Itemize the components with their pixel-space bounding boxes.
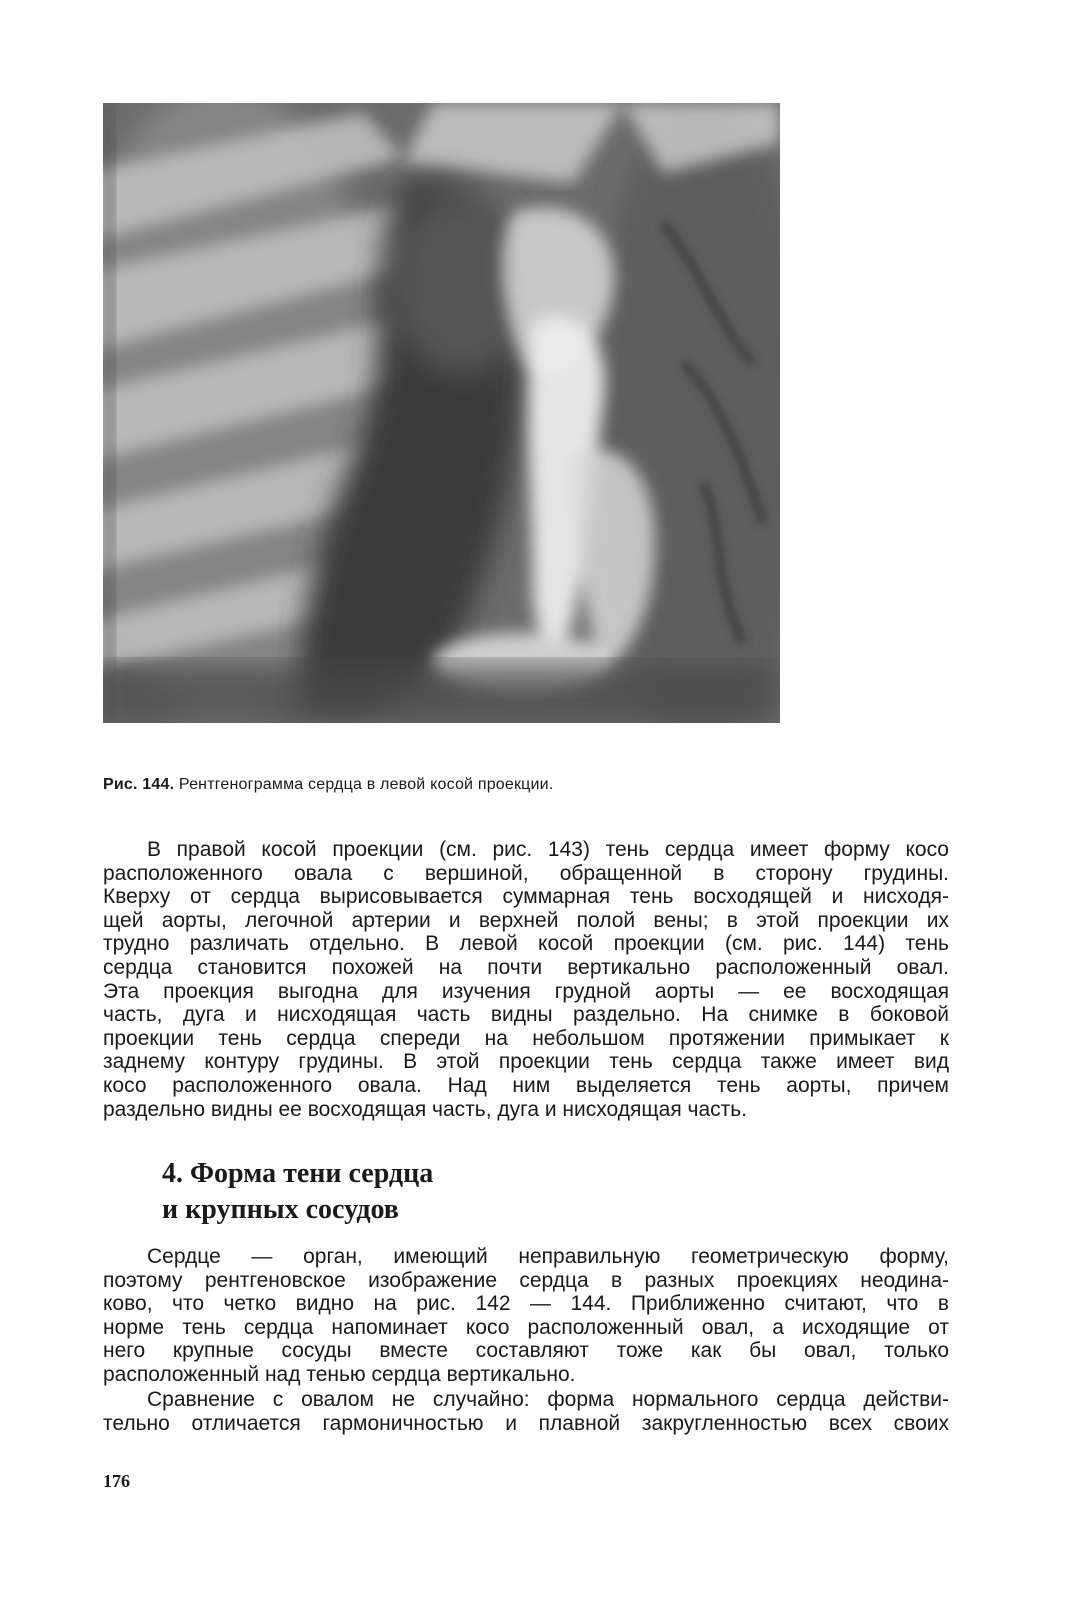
text-line: расположенный над тенью сердца вертикально. [103, 1362, 576, 1386]
caption-text: Рентгенограмма сердца в левой косой проекции. [178, 776, 554, 793]
text-line: В правой косой проекции (см. рис. 143) тень сердца имеет форму косо [147, 838, 949, 861]
paragraph-1 [103, 838, 949, 1121]
text-line: косо расположенного овала. Над ним выделяется тень аорты, причем [103, 1073, 949, 1097]
text-line: проекции тень сердца спереди на небольшом протяжении примыкает к [103, 1026, 949, 1050]
text-line: часть, дуга и нисходящая часть видны раздельно. На снимке в боковой [103, 1003, 949, 1027]
text-line: Сравнение с овалом не случайно: форма нормального сердца действи- [147, 1388, 949, 1411]
page-number: 176 [103, 1471, 130, 1491]
text-line: норме тень сердца напоминает косо расположенный овал, а исходящие от [103, 1315, 949, 1339]
paragraph-2 [103, 1245, 949, 1387]
xray-figure [103, 103, 780, 723]
text-line: трудно различать отдельно. В левой косой проекции (см. рис. 144) тень [103, 932, 949, 956]
xray-image [103, 103, 780, 723]
text-line: поэтому рентгеновское изображение сердца в разных проекциях неодина- [103, 1268, 949, 1292]
heading-line-2: и крупных сосудов [162, 1194, 399, 1225]
heading-line-1: 4. Форма тени сердца [162, 1158, 434, 1189]
text-line: заднему контуру грудины. В этой проекции тень сердца также имеет вид [103, 1050, 949, 1074]
caption-label: Рис. 144. [103, 776, 175, 793]
text-line: тельно отличается гармоничностью и плавной закругленностью всех своих [103, 1411, 949, 1435]
section-heading [162, 1156, 433, 1228]
text-line: сердца становится похожей на почти вертикально расположенный овал. [103, 955, 949, 979]
text-line: него крупные сосуды вместе составляют тоже как бы овал, только [103, 1339, 949, 1363]
text-line: Кверху от сердца вырисовывается суммарная тень восходящей и нисходя- [103, 885, 949, 909]
text-line: Эта проекция выгодна для изучения грудной аорты — ее восходящая [103, 979, 949, 1003]
text-line: щей аорты, легочной артерии и верхней полой вены; в этой проекции их [103, 908, 949, 932]
text-line: Сердце — орган, имеющий неправильную геометрическую форму, [147, 1245, 949, 1268]
text-line: ково, что четко видно на рис. 142 — 144. Приближенно считают, что в [103, 1292, 949, 1316]
text-line: раздельно видны ее восходящая часть, дуга и нисходящая часть. [103, 1097, 748, 1121]
figure-caption [103, 776, 963, 794]
text-line: расположенного овала с вершиной, обращенной в сторону грудины. [103, 861, 949, 885]
paragraph-3 [103, 1388, 949, 1435]
